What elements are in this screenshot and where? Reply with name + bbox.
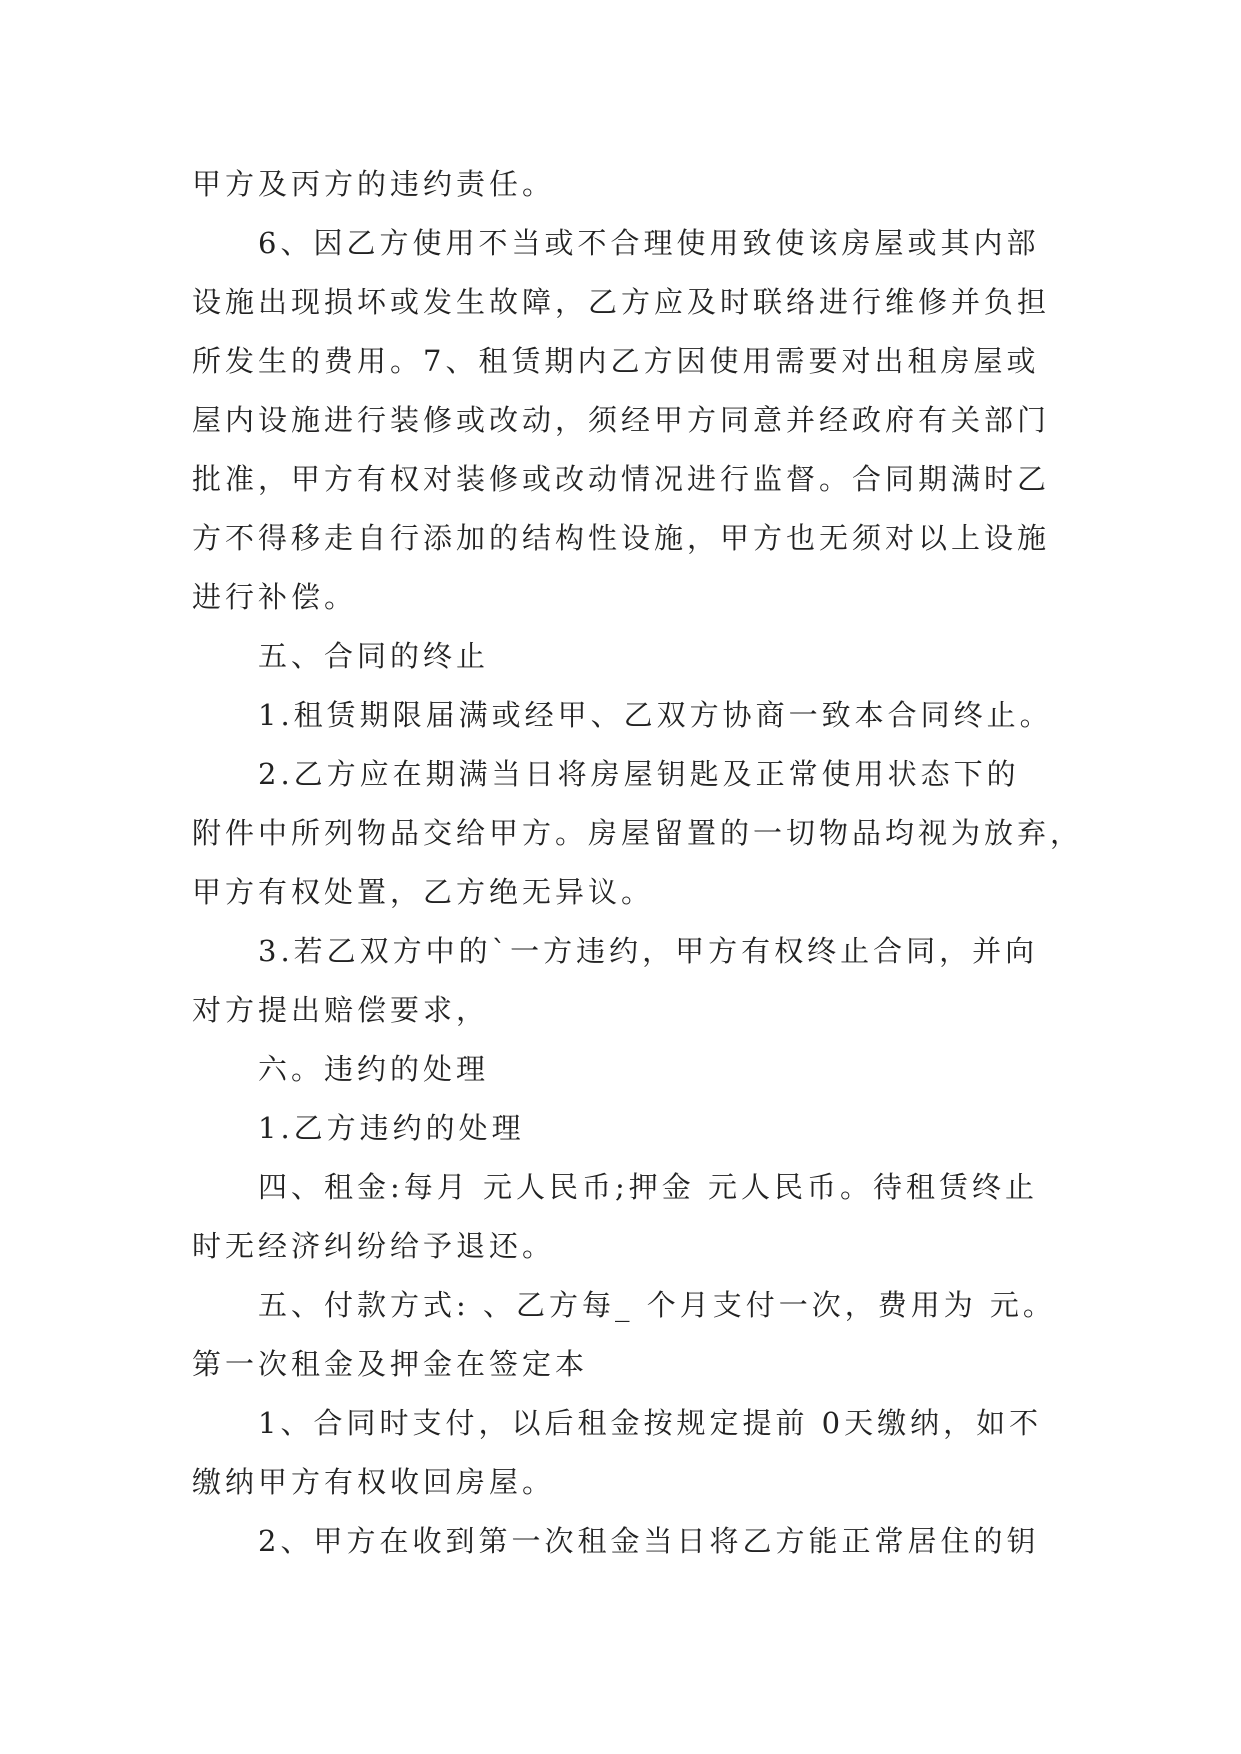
paragraph-continuation [192, 155, 1152, 214]
section-heading-text: 五、合同的终止 [258, 639, 490, 673]
paragraph-line: 1、合同时支付，以后租金按规定提前 0天缴纳，如不 [258, 1406, 1043, 1440]
paragraph-line: 1.乙方违约的处理 [258, 1111, 525, 1145]
paragraph-line: 所发生的费用。7、租赁期内乙方因使用需要对出租房屋或 [192, 344, 1040, 378]
paragraph-line: 6、因乙方使用不当或不合理使用致使该房屋或其内部 [258, 226, 1040, 260]
paragraph-termination-1 [192, 686, 1152, 745]
paragraph-line: 进行补偿。 [192, 580, 358, 614]
paragraph-line: 屋内设施进行装修或改动，须经甲方同意并经政府有关部门 [192, 403, 1051, 437]
document-body [192, 155, 1152, 1571]
paragraph-line: 2.乙方应在期满当日将房屋钥匙及正常使用状态下的 [258, 757, 1020, 791]
paragraph-line: 批准，甲方有权对装修或改动情况进行监督。合同期满时乙 [192, 462, 1051, 496]
paragraph-line: 方不得移走自行添加的结构性设施，甲方也无须对以上设施 [192, 521, 1051, 555]
paragraph-line: 附件中所列物品交给甲方。房屋留置的一切物品均视为放弃， [192, 816, 1084, 850]
paragraph-line: 缴纳甲方有权收回房屋。 [192, 1465, 556, 1499]
paragraph-line: 2、甲方在收到第一次租金当日将乙方能正常居住的钥 [258, 1524, 1040, 1558]
paragraph-payment-method [192, 1276, 1152, 1394]
paragraph-clause-6-7 [192, 214, 1152, 627]
paragraph-line: 第一次租金及押金在签定本 [192, 1347, 589, 1381]
paragraph-line: 时无经济纠纷给予退还。 [192, 1229, 556, 1263]
paragraph-line: 对方提出赔偿要求， [192, 993, 490, 1027]
paragraph-line: 1.租赁期限届满或经甲、乙双方协商一致本合同终止。 [258, 698, 1053, 732]
paragraph-termination-2 [192, 745, 1152, 922]
paragraph-line: 3.若乙双方中的`一方违约，甲方有权终止合同，并向 [258, 934, 1039, 968]
paragraph-payment-2 [192, 1512, 1152, 1571]
paragraph-line: 五、付款方式: 、乙方每_ 个月支付一次，费用为 元。 [258, 1288, 1056, 1322]
section-heading [192, 627, 1152, 686]
paragraph-payment-1 [192, 1394, 1152, 1512]
section-heading [192, 1040, 1152, 1099]
paragraph-termination-3 [192, 922, 1152, 1040]
paragraph-line: 四、租金:每月 元人民币;押金 元人民币。待租赁终止 [258, 1170, 1038, 1204]
paragraph-line: 甲方有权处置，乙方绝无异议。 [192, 875, 655, 909]
paragraph-line: 甲方及丙方的违约责任。 [192, 167, 556, 201]
paragraph-line: 设施出现损坏或发生故障，乙方应及时联络进行维修并负担 [192, 285, 1051, 319]
section-heading-text: 六。违约的处理 [258, 1052, 490, 1086]
paragraph-rent [192, 1158, 1152, 1276]
paragraph-breach-1 [192, 1099, 1152, 1158]
